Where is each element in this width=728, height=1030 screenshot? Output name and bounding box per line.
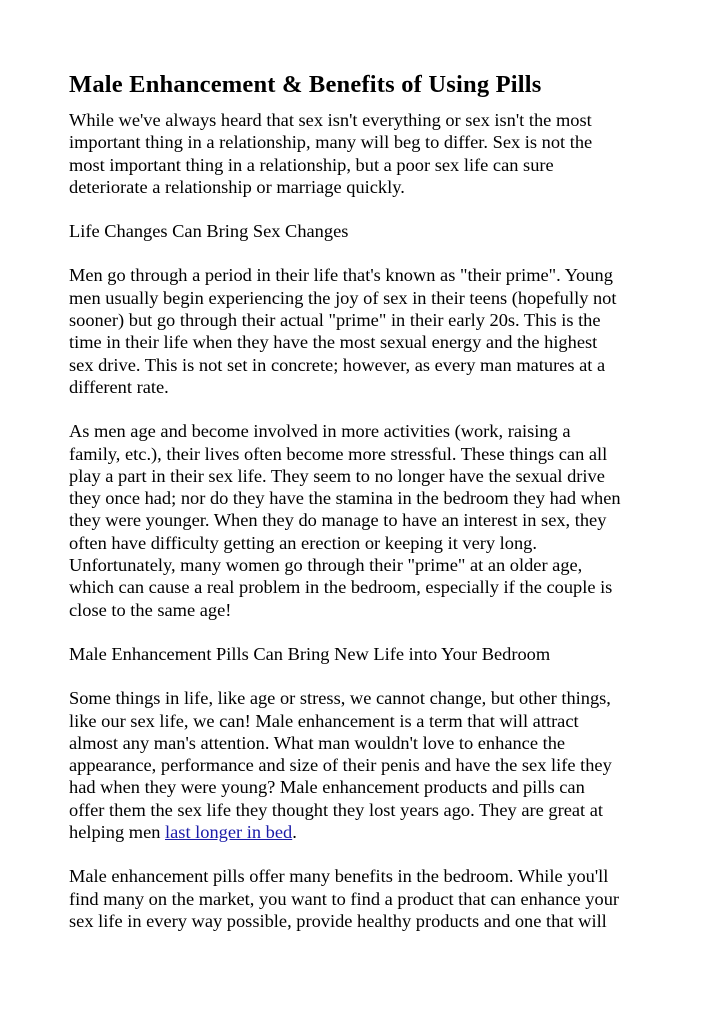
section-heading-life-changes: Life Changes Can Bring Sex Changes (69, 221, 349, 242)
aging-paragraph: As men age and become involved in more activities (work, raising a family, etc.), their lives often become more stressful. These things can all play a part in their sex life. They seem to no longer have the sexual drive they once had; nor do they have the stamina in the bedroom they had when they were younger. When they do manage to have an interest in sex, they often have difficulty getting an erection or keeping it very long. Unfortunately, many women go through their "prime" at an older age, which can cause a real problem in the bedroom, especially if the couple is close to the same age! (69, 421, 621, 620)
last-longer-link[interactable]: last longer in bed (165, 822, 293, 843)
section-heading-enhancement-pills: Male Enhancement Pills Can Bring New Life into Your Bedroom (69, 643, 551, 664)
enhancement-text: Some things in life, like age or stress, we cannot change, but other things, like our sex life, we can! Male enhancement is a term that will attract almost any man's attention. What man wouldn't love to enhance the appearance, performance and size of their penis and have the sex life they had when they were young? Male enhancement products and pills can offer them the sex life they thought they lost years ago. They are great at helping men (69, 688, 612, 843)
document-title: Male Enhancement & Benefits of Using Pills (69, 71, 542, 98)
enhancement-text-end: . (292, 822, 297, 843)
enhancement-paragraph (69, 687, 668, 843)
benefits-paragraph: Male enhancement pills offer many benefits in the bedroom. While you'll find many on the market, you want to find a product that can enhance your sex life in every way possible, provide healthy products and one that will (69, 866, 620, 931)
intro-paragraph: While we've always heard that sex isn't everything or sex isn't the most important thing in a relationship, many will beg to differ. Sex is not the most important thing in a relationship, but a poor sex life can sure deteriorate a relationship or marriage quickly. (69, 110, 593, 197)
prime-paragraph: Men go through a period in their life that's known as "their prime". Young men usually begin experiencing the joy of sex in their teens (hopefully not sooner) but go through their actual "prime" in their early 20s. This is the time in their life when they have the most sexual energy and the highest sex drive. This is not set in concrete; however, as every man matures at a different rate. (69, 265, 617, 397)
